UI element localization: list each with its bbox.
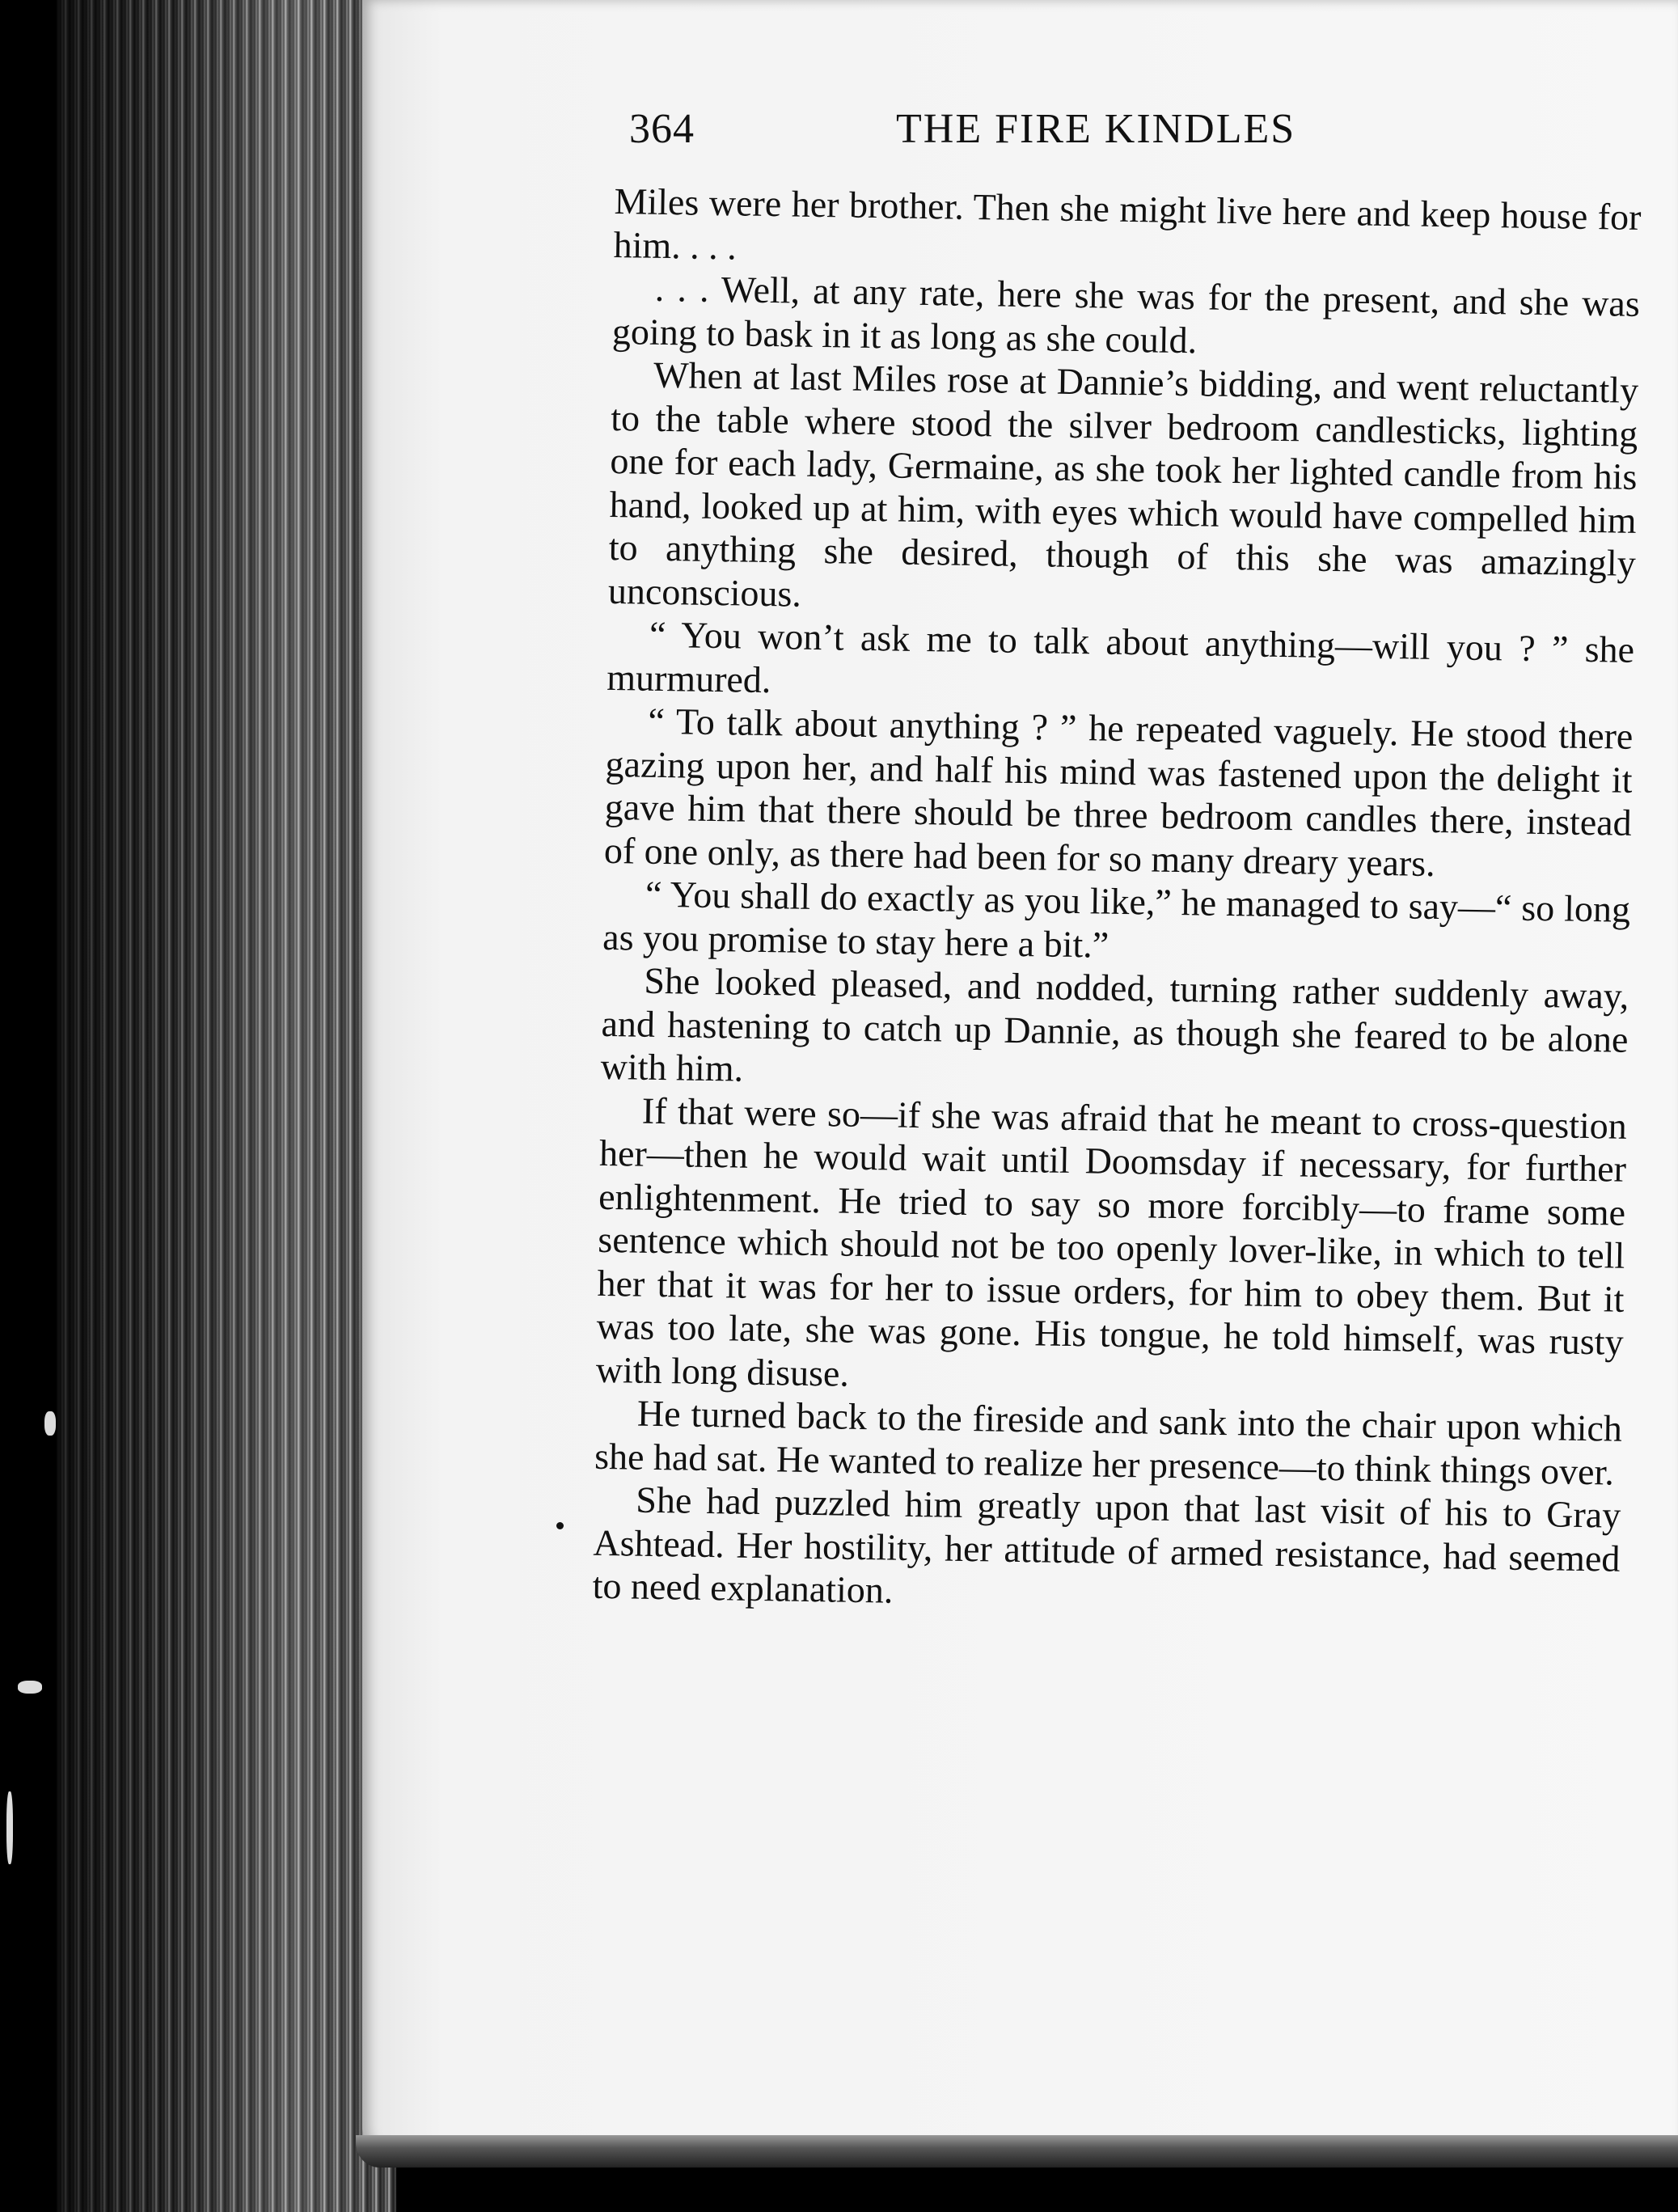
edge-speck	[6, 1791, 13, 1864]
paragraph: She looked pleased, and nodded, turning rather suddenly away, and hastening to catch up Dannie, as though she feared to be alone with him.	[600, 959, 1629, 1089]
paragraph: “ You won’t ask me to talk about anything—will you ? ” she murmured.	[606, 613, 1635, 700]
paragraph: She had puzzled him greatly upon that last visit of his to Gray Ashtead. Her hostility, her attitude of armed resistance, had seemed to need explanation.	[592, 1478, 1621, 1611]
paragraph: Miles were her brother. Then she might live here and keep house for him. . . .	[613, 180, 1642, 267]
body-text	[592, 180, 1642, 1623]
running-title: THE FIRE KINDLES	[896, 106, 1296, 152]
paragraph: He turned back to the fireside and sank into the chair upon which she had sat. He wanted to realize her presence—to think things over.	[594, 1392, 1623, 1493]
paragraph: If that were so—if she was afraid that he meant to cross-question her—then he would wait until Doomsday if necessary, for further enlightenment. He tried to say so more forcibly—to frame some sentence which should not be too openly lover-like, in which to tell her that it was for her to issue orders, for him to obey them. But it was too late, she was gone. His tongue, he told himself, was rusty with long disuse.	[595, 1089, 1628, 1394]
edge-speck	[18, 1681, 42, 1694]
paragraph: When at last Miles rose at Dannie’s bidding, and went reluctantly to the table where stood the silver bedroom candlesticks, lighting one for each lady, Germaine, as she took her lighted candle from his hand, looked up at him, with eyes which would have compelled him to anything she desired, though of this she was amazingly unconscious.	[607, 353, 1639, 615]
paragraph: “ To talk about anything ? ” he repeated vaguely. He stood there gazing upon her, and half his mind was fastened upon the delight it gave him that there should be three bedroom candles there, instead of one only, as there had been for so many dreary years.	[603, 700, 1634, 884]
paragraph: . . . Well, at any rate, here she was for the present, and she was going to bask in it as long as she could.	[611, 267, 1641, 361]
page-bottom-edge	[356, 2135, 1678, 2168]
margin-speck	[556, 1522, 564, 1529]
paragraph: “ You shall do exactly as you like,” he managed to say—“ so long as you promise to stay here a bit.”	[602, 873, 1631, 966]
page-number: 364	[629, 106, 695, 152]
edge-speck	[44, 1411, 56, 1436]
running-head	[629, 105, 1617, 154]
page-edges-shadow	[57, 0, 396, 2212]
